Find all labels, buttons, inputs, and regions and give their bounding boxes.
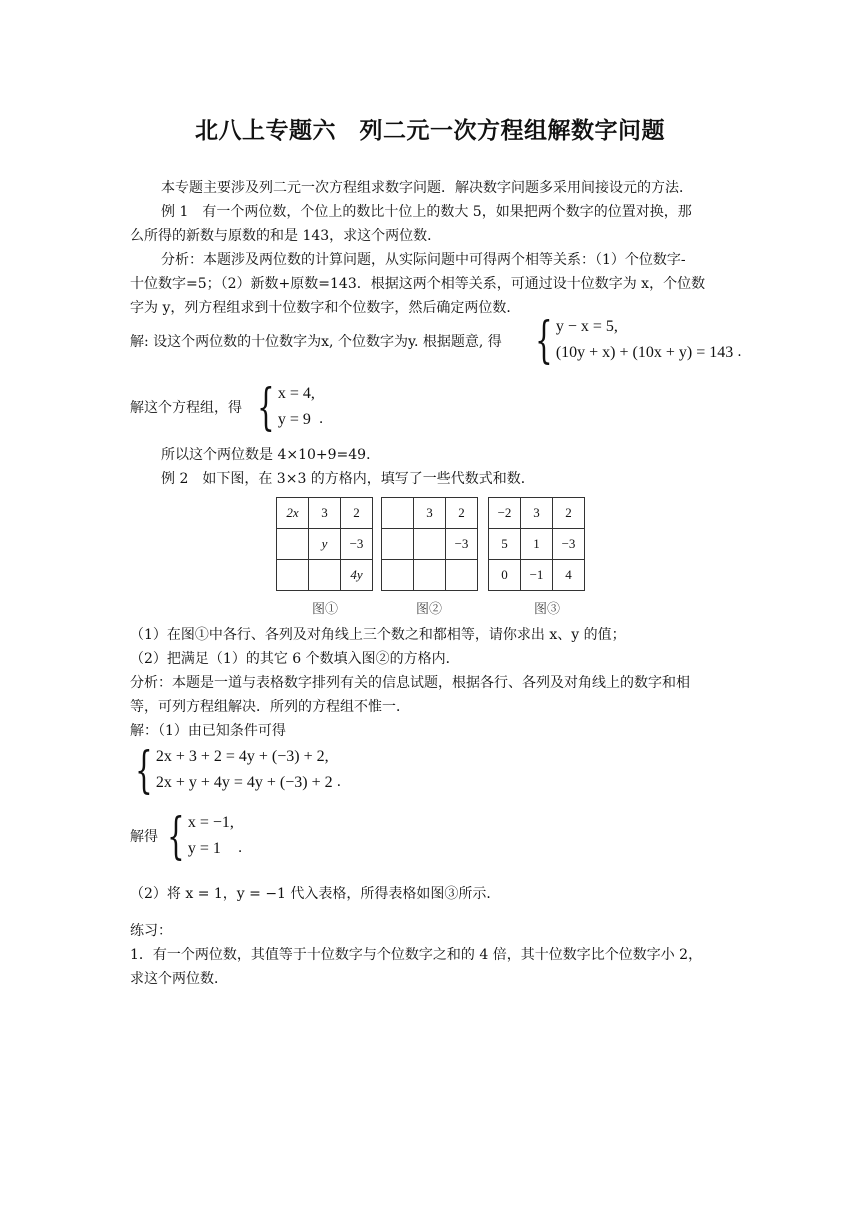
grid-row [382, 560, 478, 591]
question-1: （1）在图①中各行、各列及对角线上三个数之和都相等，请你求出 x、y 的值； [130, 627, 626, 643]
example1-analysis-2: 十位数字=5；（2）新数+原数=143．根据这两个相等关系，可通过设十位数字为 x，个位数 [130, 276, 706, 292]
equation-4b: y = 1 [187, 840, 221, 857]
grid-cell: 3 [414, 498, 446, 529]
example2-solve-text: 解得 [130, 829, 158, 845]
grid-cell: 5 [489, 529, 521, 560]
equation-2a: x = 4, [277, 385, 315, 402]
grid-cell: 2 [446, 498, 478, 529]
example1-text-2: 么所得的新数与原数的和是 143，求这个两位数． [130, 228, 442, 244]
page-title: 北八上专题六 列二元一次方程组解数字问题 [195, 118, 665, 144]
equation-system-4: { x = −1, y = 1 . [167, 807, 243, 865]
grid-cell [382, 529, 414, 560]
left-brace: { [257, 378, 275, 436]
equation-2b: y = 9 [277, 411, 311, 428]
grid-cell [277, 529, 309, 560]
grid-row [489, 529, 585, 560]
example1-analysis-3: 字为 y，列方程组求到十位数字和个位数字，然后确定两位数． [130, 300, 521, 316]
example2-solution-2: （2）将 x = 1，y = −1 代入表格，所得表格如图③所示． [130, 886, 501, 902]
grid-figure-2 [381, 497, 478, 591]
grid-row [277, 498, 373, 529]
example2-analysis-2: 等，可列方程组解决．所列的方程组不惟一． [130, 699, 410, 715]
figure-caption-1: 图① [311, 602, 338, 617]
example2-text: 例 2 如下图，在 3×3 的方格内，填写了一些代数式和数． [161, 471, 535, 487]
question-2: （2）把满足（1）的其它 6 个数填入图②的方格内． [130, 651, 460, 667]
grid-cell [414, 560, 446, 591]
example1-solve-text: 解这个方程组，得 [130, 400, 242, 416]
grid-row [382, 498, 478, 529]
grid-cell: −2 [489, 498, 521, 529]
grid-cell: 3 [309, 498, 341, 529]
practice-item-1b: 求这个两位数． [130, 971, 228, 987]
equation-system-3: { 2x + 3 + 2 = 4y + (−3) + 2, 2x + y + 4y = 4y + (−3) + 2 . [135, 741, 342, 799]
equation-3a: 2x + 3 + 2 = 4y + (−3) + 2, [155, 748, 329, 765]
example1-solution-text: 解: 设这个两位数的十位数字为x, 个位数字为y. 根据题意, 得 [130, 334, 502, 350]
intro-paragraph: 本专题主要涉及列二元一次方程组求数字问题．解决数字问题多采用间接设元的方法． [161, 180, 693, 196]
grid-cell: 1 [521, 529, 553, 560]
figure-caption-3: 图③ [533, 602, 560, 617]
grid-cell: −3 [446, 529, 478, 560]
grid-cell: 4 [553, 560, 585, 591]
grid-cell: y [309, 529, 341, 560]
grid-row [277, 529, 373, 560]
grid-cell [309, 560, 341, 591]
equation-system-2: { x = 4, y = 9 . [257, 378, 324, 436]
grid-cell [382, 498, 414, 529]
grid-row [489, 498, 585, 529]
equation-3b: 2x + y + 4y = 4y + (−3) + 2 [155, 774, 333, 791]
grid-cell [382, 560, 414, 591]
equation-system-1: { y − x = 5, (10y + x) + (10x + y) = 143 . [535, 311, 742, 369]
practice-heading: 练习： [130, 923, 172, 939]
grid-cell [277, 560, 309, 591]
equation-1b: (10y + x) + (10x + y) = 143 [555, 344, 734, 361]
left-brace: { [535, 311, 553, 369]
example1-answer: 所以这个两位数是 4×10+9=49． [161, 447, 381, 463]
grid-cell: 0 [489, 560, 521, 591]
example2-solution-1: 解：（1）由已知条件可得 [130, 723, 286, 739]
equation-1a: y − x = 5, [555, 318, 618, 335]
grid-cell: 2x [277, 498, 309, 529]
figure-caption-2: 图② [415, 602, 442, 617]
grid-cell: 2 [553, 498, 585, 529]
grid-cell: 3 [521, 498, 553, 529]
example2-analysis-1: 分析：本题是一道与表格数字排列有关的信息试题，根据各行、各列及对角线上的数字和相 [130, 675, 690, 691]
grid-figure-1 [276, 497, 373, 591]
grid-row [277, 560, 373, 591]
grid-cell: 2 [341, 498, 373, 529]
example1-text-1: 例 1 有一个两位数，个位上的数比十位上的数大 5，如果把两个数字的位置对换，那 [161, 204, 692, 220]
grid-cell: −1 [521, 560, 553, 591]
left-brace: { [135, 741, 153, 799]
grid-row [382, 529, 478, 560]
grid-cell [446, 560, 478, 591]
left-brace: { [167, 807, 185, 865]
grid-figure-3 [488, 497, 585, 591]
grid-cell: 4y [341, 560, 373, 591]
practice-item-1a: 1．有一个两位数，其值等于十位数字与个位数字之和的 4 倍，其十位数字比个位数字小 2， [130, 947, 703, 963]
grid-cell: −3 [341, 529, 373, 560]
grid-row [489, 560, 585, 591]
equation-4a: x = −1, [187, 814, 234, 831]
grid-cell [414, 529, 446, 560]
grid-cell: −3 [553, 529, 585, 560]
example1-analysis-1: 分析：本题涉及两位数的计算问题，从实际问题中可得两个相等关系：（1）个位数字- [161, 252, 686, 268]
